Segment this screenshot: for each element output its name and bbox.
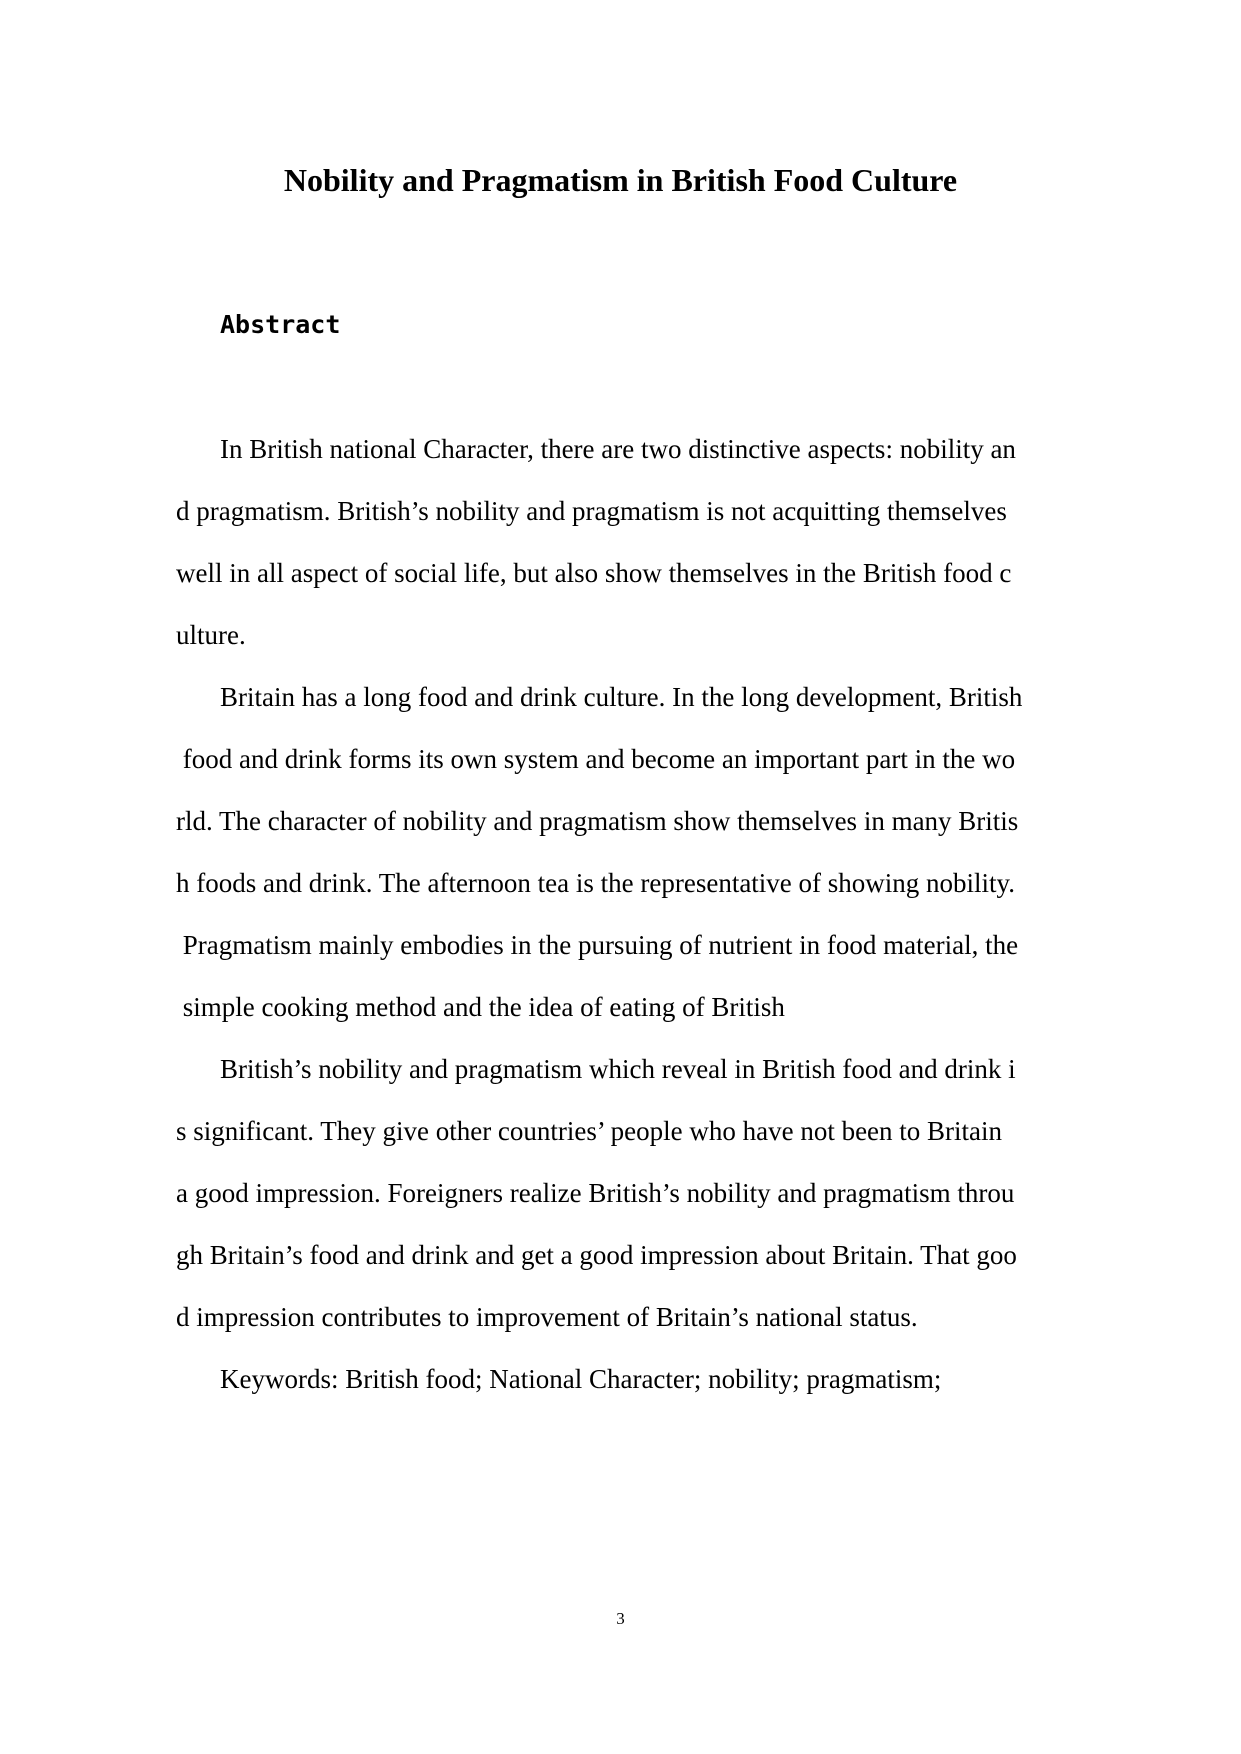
abstract-line: d impression contributes to improvement of Britain’s national status.	[176, 1302, 918, 1332]
abstract-line: Pragmatism mainly embodies in the pursuing of nutrient in food material, the	[176, 930, 1019, 960]
abstract-line: ulture.	[176, 620, 246, 650]
abstract-heading: Abstract	[220, 310, 341, 339]
abstract-line: rld. The character of nobility and pragmatism show themselves in many Britis	[176, 806, 1019, 836]
abstract-line: In British national Character, there are two distinctive aspects: nobility an	[220, 434, 1016, 464]
page-title: Nobility and Pragmatism in British Food Culture	[283, 162, 958, 198]
abstract-line: gh Britain’s food and drink and get a good impression about Britain. That goo	[176, 1240, 1017, 1270]
abstract-line: d pragmatism. British’s nobility and pragmatism is not acquitting themselves	[176, 496, 1007, 526]
keywords-line: Keywords: British food; National Character; nobility; pragmatism;	[220, 1364, 942, 1394]
abstract-line: h foods and drink. The afternoon tea is the representative of showing nobility.	[176, 868, 1016, 898]
abstract-line: s significant. They give other countries’ people who have not been to Britain	[176, 1116, 1003, 1146]
abstract-line: well in all aspect of social life, but also show themselves in the British food c	[176, 558, 1012, 588]
abstract-line: Britain has a long food and drink culture. In the long development, British	[220, 682, 1023, 712]
page-number: 3	[616, 1609, 625, 1628]
abstract-line: a good impression. Foreigners realize British’s nobility and pragmatism throu	[176, 1178, 1015, 1208]
abstract-line: British’s nobility and pragmatism which reveal in British food and drink i	[220, 1054, 1016, 1084]
abstract-line: simple cooking method and the idea of eating of British	[176, 992, 785, 1022]
abstract-line: food and drink forms its own system and become an important part in the wo	[176, 744, 1016, 774]
